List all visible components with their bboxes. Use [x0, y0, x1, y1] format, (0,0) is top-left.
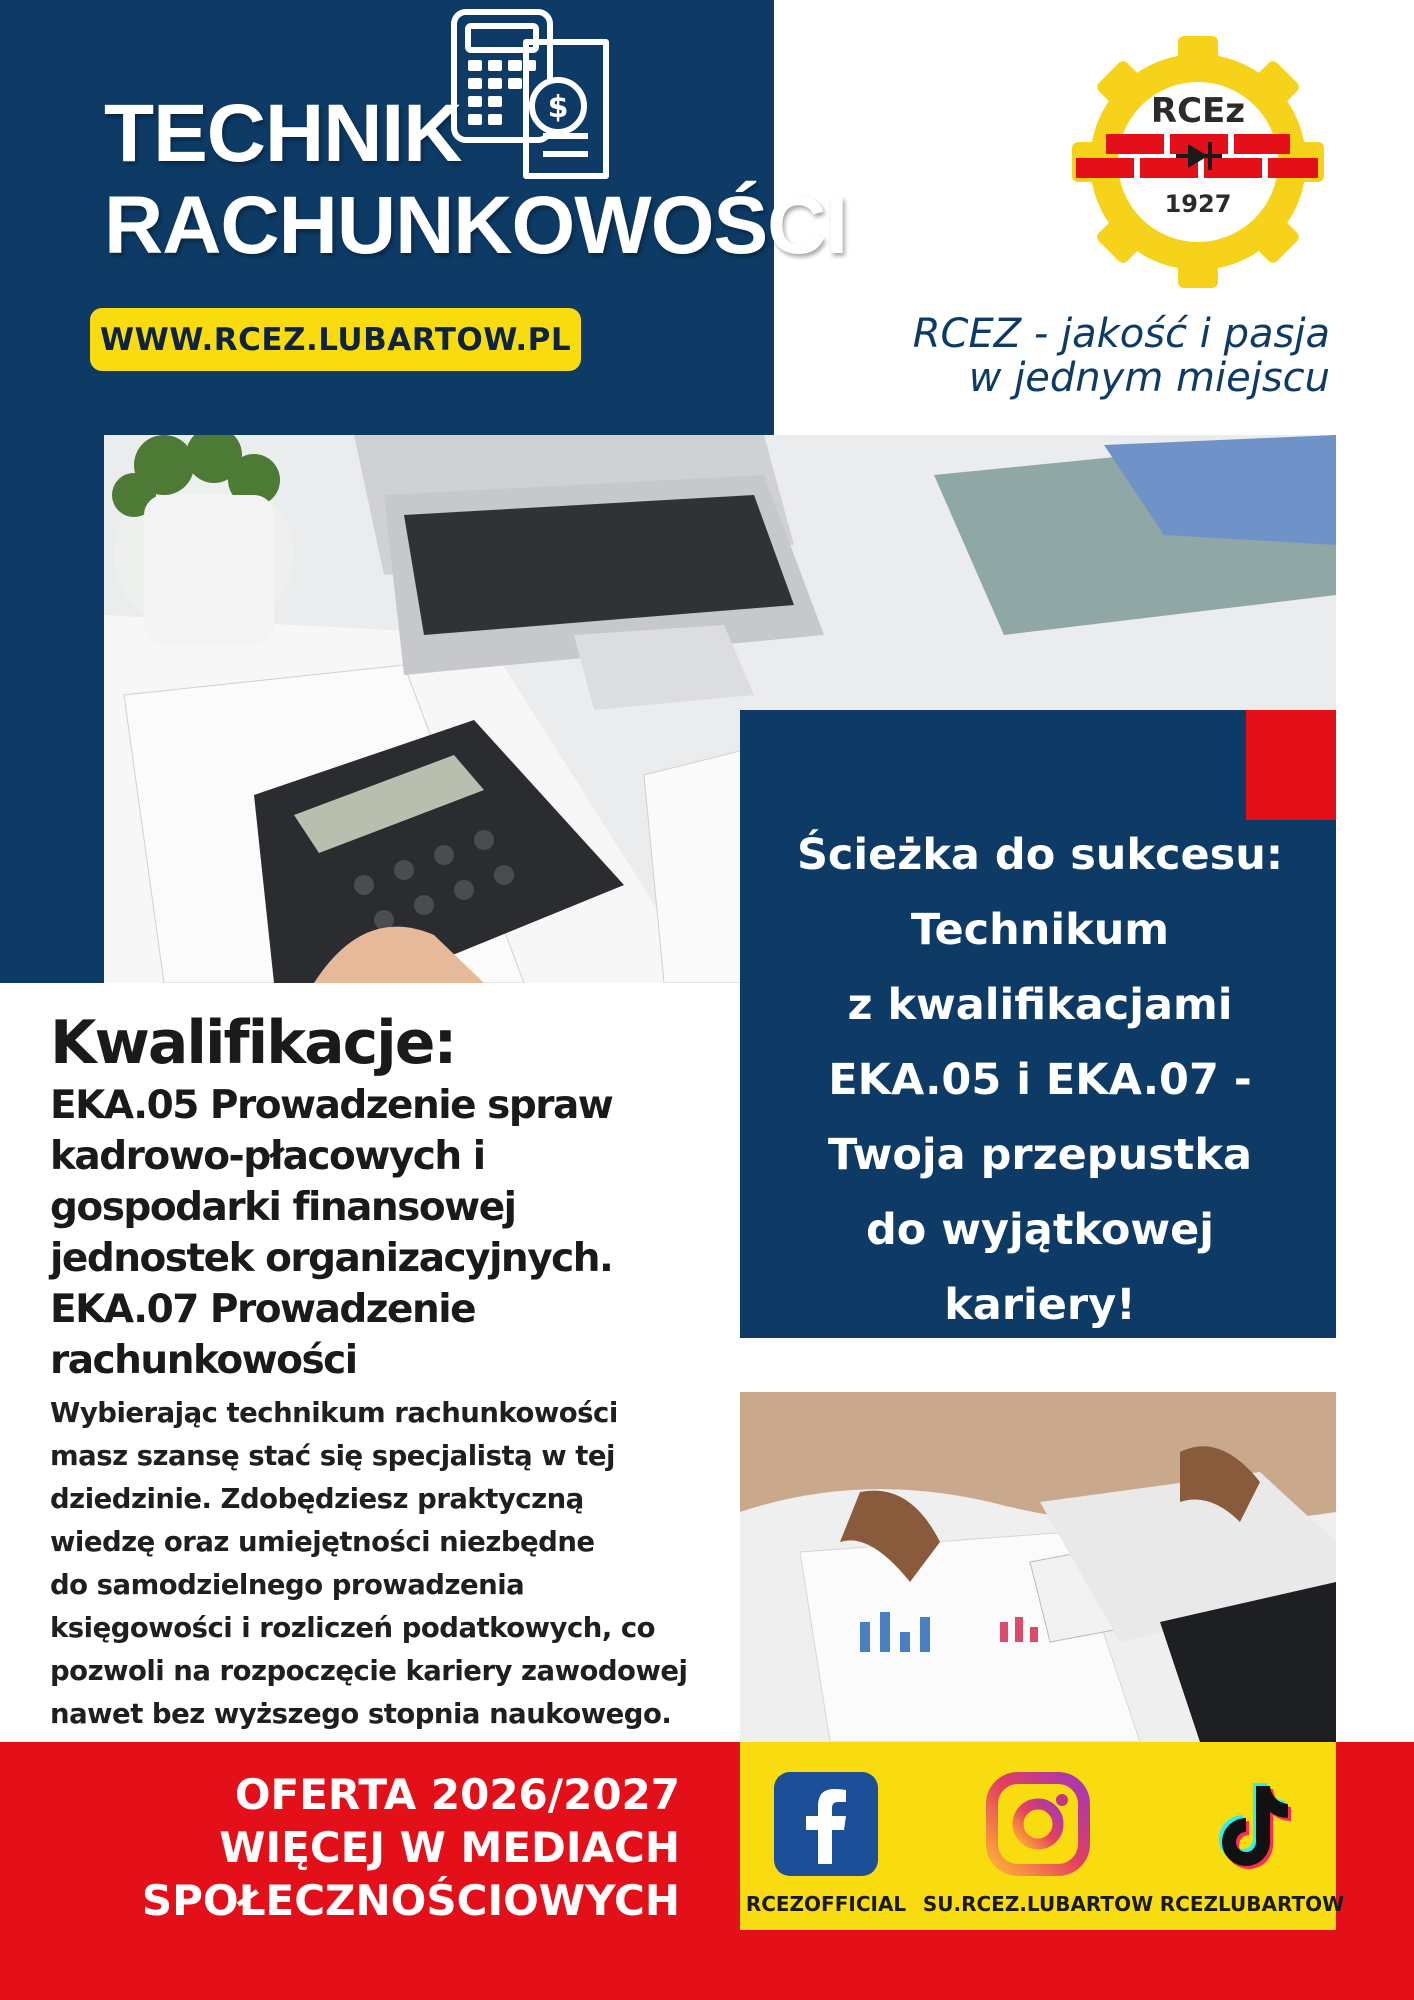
facebook-label[interactable]: RCEZOFFICIAL: [745, 1892, 907, 1916]
slogan: [830, 312, 1330, 400]
description-line: pozwoli na rozpoczęcie kariery zawodowej: [50, 1655, 688, 1687]
offer-line: SPOŁECZNOŚCIOWYCH: [141, 1876, 680, 1925]
offer-line: OFERTA 2026/2027: [234, 1770, 680, 1819]
offer-line: WIĘCEJ W MEDIACH: [219, 1823, 680, 1872]
path-line: z kwalifikacjami: [847, 980, 1233, 1030]
photo-hands-documents: [740, 1392, 1336, 1742]
qualification-line: EKA.05 Prowadzenie spraw: [50, 1083, 613, 1128]
qualification-line: EKA.07 Prowadzenie: [50, 1287, 476, 1332]
qualifications-list: [50, 1080, 690, 1386]
qualification-line: jednostek organizacyjnych.: [50, 1236, 613, 1281]
description-line: wiedzę oraz umiejętności niezbędne: [50, 1526, 595, 1558]
description-line: masz szansę stać się specjalistą w tej: [50, 1440, 615, 1472]
qualifications-description: [50, 1392, 730, 1736]
qualification-line: rachunkowości: [50, 1338, 357, 1383]
career-path-text: [750, 818, 1330, 1343]
description-line: do samodzielnego prowadzenia: [50, 1569, 525, 1601]
description-line: Wybierając technikum rachunkowości: [50, 1397, 618, 1429]
qualification-line: gospodarki finansowej: [50, 1185, 516, 1230]
instagram-icon[interactable]: [986, 1772, 1090, 1876]
svg-text:$: $: [547, 90, 569, 125]
title-line-1: TECHNIK: [104, 88, 462, 179]
slogan-line-1: RCEZ - jakość i pasja: [912, 311, 1330, 357]
offer-text: [60, 1768, 680, 1927]
path-line: kariery!: [944, 1280, 1136, 1330]
red-accent-square: [1246, 710, 1336, 820]
path-line: Ścieżka do sukcesu:: [796, 830, 1284, 880]
path-line: do wyjątkowej: [866, 1205, 1214, 1255]
calculator-document-icon: [448, 6, 618, 182]
qualifications-heading: Kwalifikacje:: [50, 1008, 456, 1078]
social-media-box: [740, 1742, 1345, 1930]
logo-text: RCEz: [1150, 91, 1246, 131]
description-line: dziedzinie. Zdobędziesz praktyczną: [50, 1483, 584, 1515]
facebook-icon[interactable]: [774, 1772, 878, 1876]
path-line: Technikum: [910, 905, 1170, 955]
qualification-line: kadrowo-płacowych i: [50, 1134, 485, 1179]
title-line-2: RACHUNKOWOŚCI: [104, 180, 848, 271]
school-logo: [1072, 36, 1324, 288]
tiktok-icon[interactable]: [1200, 1772, 1304, 1876]
instagram-label[interactable]: SU.RCEZ.LUBARTOW: [922, 1892, 1154, 1916]
slogan-line-2: w jednym miejscu: [968, 355, 1330, 401]
logo-year: 1927: [1164, 190, 1232, 218]
path-line: EKA.05 i EKA.07 -: [828, 1055, 1252, 1105]
description-line: księgowości i rozliczeń podatkowych, co: [50, 1612, 656, 1644]
tiktok-label[interactable]: RCEZLUBARTOW: [1159, 1892, 1345, 1916]
path-line: Twoja przepustka: [828, 1130, 1252, 1180]
website-link[interactable]: WWW.RCEZ.LUBARTOW.PL: [90, 308, 581, 371]
side-strip: [0, 435, 104, 983]
description-line: nawet bez wyższego stopnia naukowego.: [50, 1698, 672, 1730]
